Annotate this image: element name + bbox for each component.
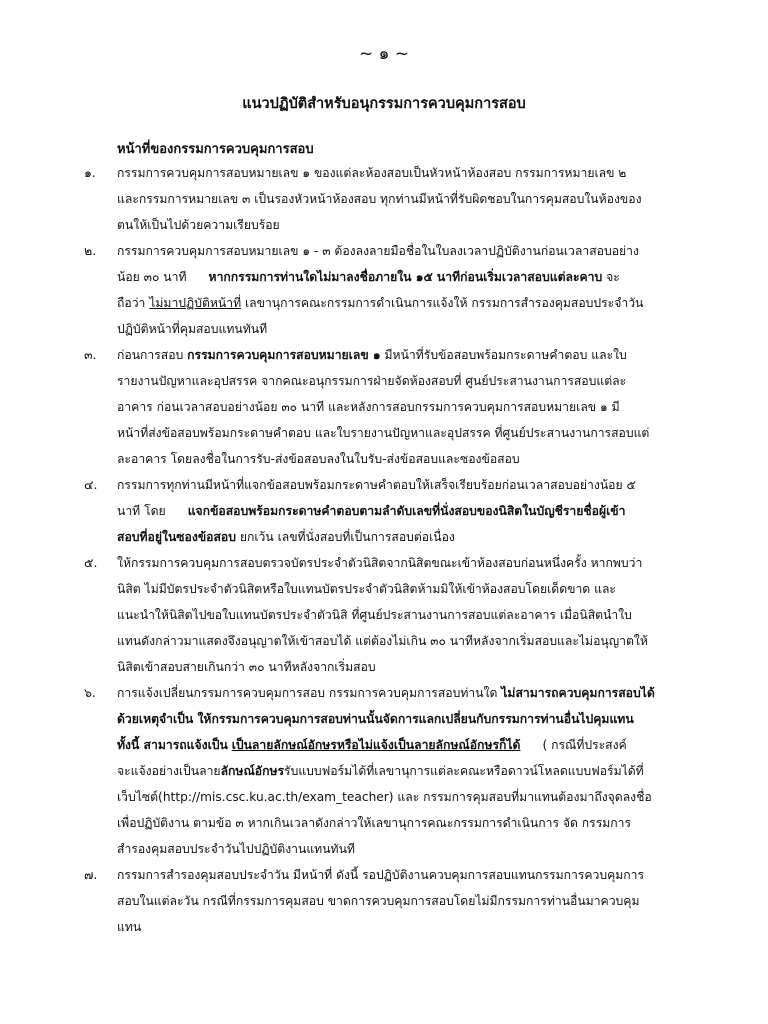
bold-text: หากกรรมการท่านใดไม่มาลงชื่อภายใน ๑๕ นาทีก่อนเริ่มเวลาสอบแต่ละคาบ bbox=[208, 270, 603, 284]
item-body bbox=[117, 550, 677, 680]
underlined-text: ไม่มาปฏิบัติหน้าที่ bbox=[149, 296, 242, 310]
text-run: ถือว่า bbox=[117, 296, 146, 310]
section-heading: หน้าที่ของกรรมการควบคุมการสอบ bbox=[117, 142, 314, 157]
item-body bbox=[117, 160, 677, 238]
item-line: เว็บไซต์(http://mis.csc.ku.ac.th/exam_teacher) และ กรรมการคุมสอบที่มาแทนต้องมาถึงจุดลงชื่อ bbox=[117, 790, 652, 804]
item-line bbox=[117, 498, 677, 524]
text-run: จะ bbox=[606, 270, 620, 284]
item-line bbox=[117, 524, 677, 550]
list-item-4 bbox=[0, 472, 768, 550]
item-number: ๔. bbox=[84, 477, 98, 492]
item-body bbox=[117, 472, 677, 550]
list-item-5 bbox=[0, 550, 768, 680]
bold-text: สอบที่อยู่ในซองข้อสอบ bbox=[117, 530, 236, 544]
item-line: นิสิต ไม่มีบัตรประจำตัวนิสิตหรือใบแทนบัตรประจำตัวนิสิตห้ามมิให้เข้าห้องสอบโดยเด็ดขาด และ bbox=[117, 582, 616, 596]
item-number: ๒. bbox=[84, 243, 97, 258]
duty-list bbox=[0, 160, 768, 940]
item-line: นิสิตเข้าสอบสายเกินกว่า ๓๐ นาทีหลังจากเริ่มสอบ bbox=[117, 660, 376, 674]
text-run: เลขานุการคณะกรรมการดำเนินการแจ้งให้ กรรมการสำรองคุมสอบประจำวัน bbox=[245, 296, 644, 310]
text-run: รับแบบฟอร์มได้ที่เลขานุการแต่ละคณะหรือดาวน์โหลดแบบฟอร์มได้ที่ bbox=[284, 764, 644, 778]
page-title: แนวปฏิบัติสำหรับอนุกรรมการควบคุมการสอบ bbox=[242, 96, 526, 112]
item-line: ตนให้เป็นไปด้วยความเรียบร้อย bbox=[117, 218, 280, 232]
text-run: การแจ้งเปลี่ยนกรรมการควบคุมการสอบ กรรมการควบคุมการสอบท่านใด bbox=[117, 686, 498, 700]
item-body bbox=[117, 680, 677, 862]
item-number: ๕. bbox=[84, 555, 98, 570]
text-run: น้อย ๓๐ นาที bbox=[117, 270, 187, 284]
item-line: กรรมการควบคุมการสอบหมายเลข ๑ ของแต่ละห้องสอบเป็นหัวหน้าห้องสอบ กรรมการหมายเลข ๒ bbox=[117, 166, 627, 180]
page-number: ~ ๑ ~ bbox=[358, 44, 410, 64]
item-number: ๓. bbox=[84, 347, 97, 362]
list-item-2 bbox=[0, 238, 768, 342]
text-run: มีหน้าที่รับข้อสอบพร้อมกระดาษคำตอบ และใบ bbox=[384, 348, 627, 362]
item-number: ๑. bbox=[84, 165, 96, 180]
item-line: สำรองคุมสอบประจำวันไปปฏิบัติงานแทนทันที bbox=[117, 842, 355, 856]
item-line: อาคาร ก่อนเวลาสอบอย่างน้อย ๓๐ นาที และหลังการสอบกรรมการควบคุมการสอบหมายเลข ๑ มี bbox=[117, 400, 620, 414]
item-line: ให้กรรมการควบคุมการสอบตรวจบัตรประจำตัวนิสิตจากนิสิตขณะเข้าห้องสอบก่อนหนึ่งครั้ง หากพบว่า bbox=[117, 556, 643, 570]
item-line: แทนดังกล่าวมาแสดงจึงอนุญาตให้เข้าสอบได้ แต่ต้องไม่เกิน ๓๐ นาทีหลังจากเริ่มสอบและไม่อนุญาตให้ bbox=[117, 634, 648, 648]
bold-underlined-text: เป็นลายลักษณ์อักษรหรือไม่แจ้งเป็นลายลักษณ์อักษรก็ได้ bbox=[231, 738, 521, 752]
item-line bbox=[117, 732, 677, 758]
item-line: เพื่อปฏิบัติงาน ตามข้อ ๓ หากเกินเวลาดังกล่าวให้เลขานุการคณะกรรมการดำเนินการ จัด กรรมการ bbox=[117, 816, 632, 830]
item-line: กรรมการทุกท่านมีหน้าที่แจกข้อสอบพร้อมกระดาษคำตอบให้เสร็จเรียบร้อยก่อนเวลาสอบอย่างน้อย ๕ bbox=[117, 478, 636, 492]
list-item-6 bbox=[0, 680, 768, 862]
item-line bbox=[117, 290, 677, 316]
item-line: กรรมการสำรองคุมสอบประจำวัน มีหน้าที่ ดังนี้ รอปฏิบัติงานควบคุมการสอบแทนกรรมการควบคุมการ bbox=[117, 868, 645, 882]
bold-text: แจกข้อสอบพร้อมกระดาษคำตอบตามลำดับเลขที่นั่งสอบของนิสิตในบัญชีรายชื่อผู้เข้า bbox=[187, 504, 626, 518]
bold-text: ไม่สามารถควบคุมการสอบได้ bbox=[501, 686, 655, 700]
list-item-7 bbox=[0, 862, 768, 940]
item-line: สอบในแต่ละวัน กรณีที่กรรมการคุมสอบ ขาดการควบคุมการสอบโดยไม่มีกรรมการท่านอื่นมาควบคุม bbox=[117, 894, 640, 908]
text-run: นาที โดย bbox=[117, 504, 166, 518]
item-line bbox=[117, 680, 677, 706]
list-item-3 bbox=[0, 342, 768, 472]
item-line: ละอาคาร โดยลงชื่อในการรับ-ส่งข้อสอบลงในใบรับ-ส่งข้อสอบและซองข้อสอบ bbox=[117, 452, 520, 466]
item-number: ๖. bbox=[84, 685, 96, 700]
item-line: แทน bbox=[117, 920, 142, 934]
item-line bbox=[117, 758, 677, 784]
item-line bbox=[117, 342, 677, 368]
item-line: และกรรมการหมายเลข ๓ เป็นรองหัวหน้าห้องสอบ ทุกท่านมีหน้าที่รับผิดชอบในการคุมสอบในห้องของ bbox=[117, 192, 642, 206]
item-line: แนะนำให้นิสิตไปขอใบแทนบัตรประจำตัวนิสิ ที่ศูนย์ประสานงานการสอบแต่ละอาคาร เมื่อนิสิตนำใบ bbox=[117, 608, 632, 622]
item-line: ด้วยเหตุจำเป็น ให้กรรมการควบคุมการสอบท่านนั้นจัดการแลกเปลี่ยนกับกรรมการท่านอื่นไปคุมแทน bbox=[117, 712, 634, 726]
bold-text: ลักษณ์อักษร bbox=[220, 764, 285, 778]
item-number: ๗. bbox=[84, 867, 98, 882]
text-run: จะแจ้งอย่างเป็นลาย bbox=[117, 764, 221, 778]
bold-text: กรรมการควบคุมการสอบหมายเลข ๑ bbox=[187, 348, 381, 362]
item-body bbox=[117, 342, 677, 472]
bold-text: ทั้งนี้ สามารถแจ้งเป็น bbox=[117, 738, 228, 752]
list-item-1 bbox=[0, 160, 768, 238]
item-line: รายงานปัญหาและอุปสรรค จากคณะอนุกรรมการฝ่ายจัดห้องสอบที่ ศูนย์ประสานงานการสอบแต่ละ bbox=[117, 374, 627, 388]
text-run: ยกเว้น เลขที่นั่งสอบที่เป็นการสอบต่อเนื่อง bbox=[239, 530, 455, 544]
item-line bbox=[117, 264, 677, 290]
text-run: ก่อนการสอบ bbox=[117, 348, 184, 362]
item-line: ปฏิบัติหน้าที่คุมสอบแทนทันที bbox=[117, 322, 268, 336]
item-body bbox=[117, 862, 677, 940]
item-line: กรรมการควบคุมการสอบหมายเลข ๑ - ๓ ต้องลงลายมือชื่อในใบลงเวลาปฏิบัติงานก่อนเวลาสอบอย่าง bbox=[117, 244, 639, 258]
text-run: ( กรณีที่ประสงค์ bbox=[542, 738, 627, 752]
item-body bbox=[117, 238, 677, 342]
item-line: หน้าที่ส่งข้อสอบพร้อมกระดาษคำตอบ และใบรายงานปัญหาและอุปสรรค ที่ศูนย์ประสานงานการสอบแต่ bbox=[117, 426, 650, 440]
